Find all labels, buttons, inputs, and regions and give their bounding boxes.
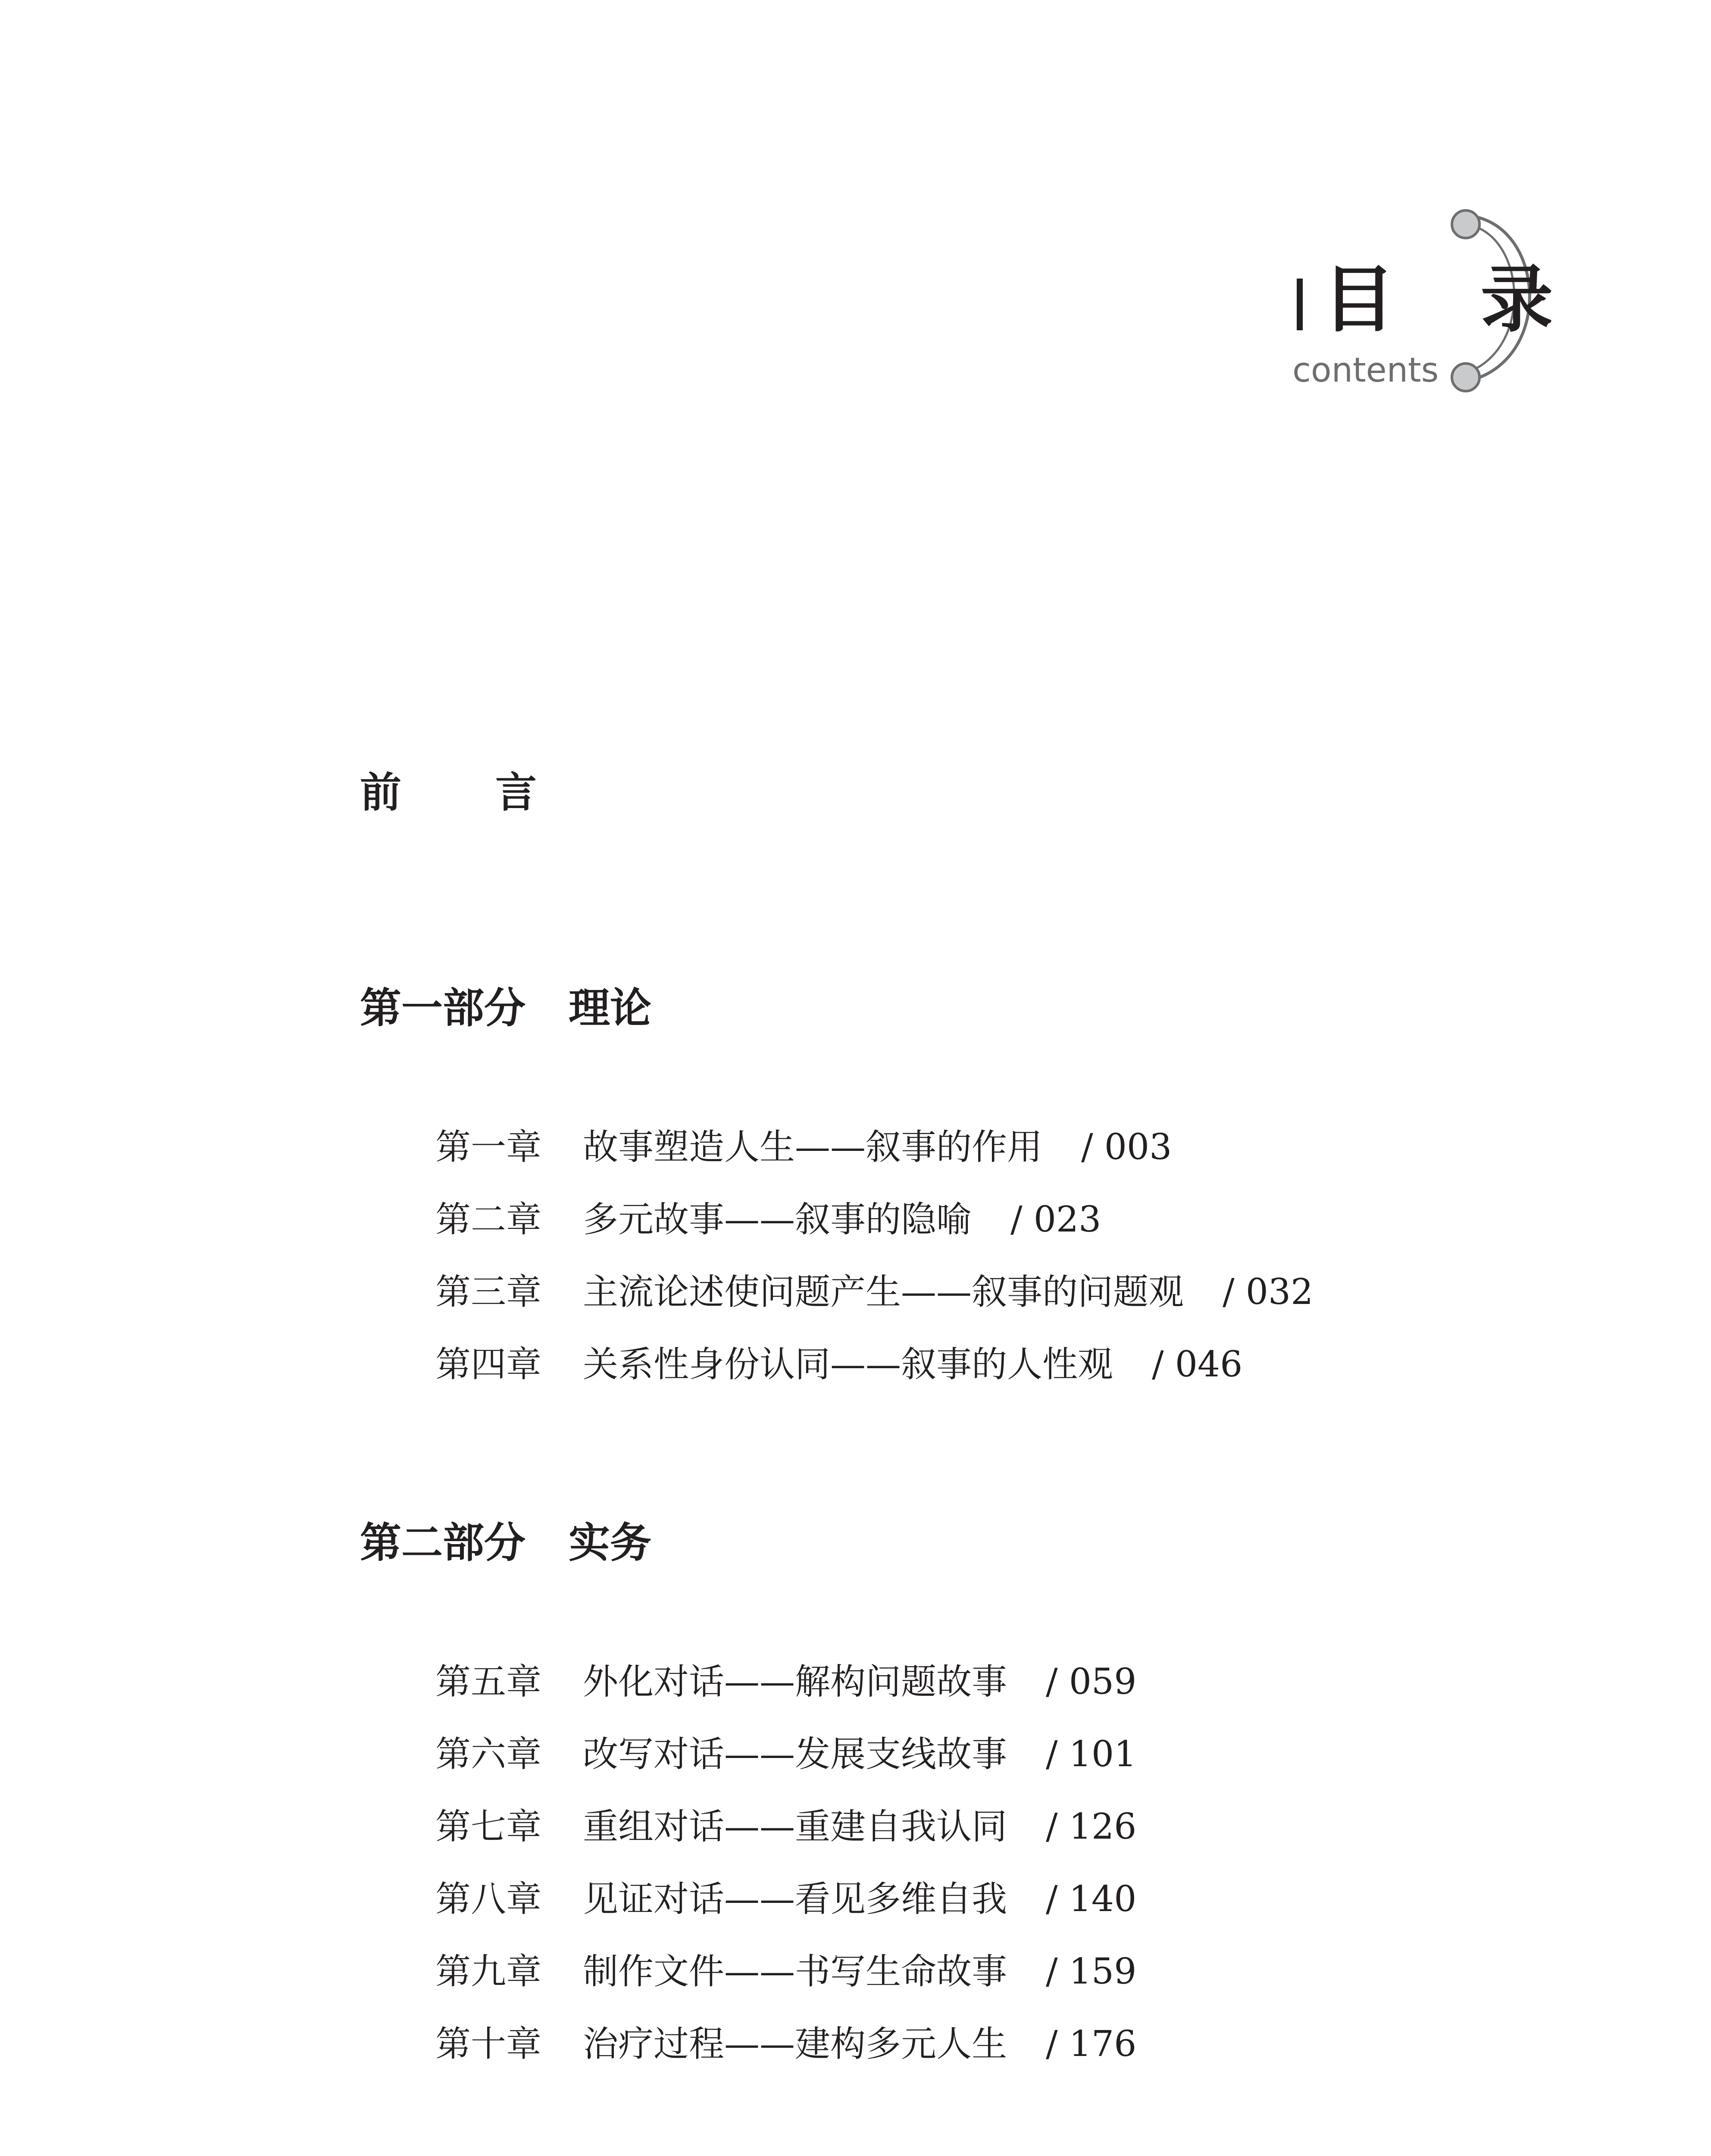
chapter-title: 多元故事——叙事的隐喻 (583, 1199, 972, 1240)
chapter-page: / 159 (1046, 1951, 1137, 1992)
chapter-number: 第二章 (435, 1199, 542, 1240)
toc-chapter-9[interactable] (435, 1951, 1137, 1992)
toc-chapter-5[interactable] (435, 1661, 1137, 1702)
chapter-title: 见证对话——看见多维自我 (583, 1879, 1007, 1920)
chapter-page: / 059 (1046, 1661, 1137, 1702)
toc-preface[interactable] (360, 768, 631, 817)
toc-chapter-2[interactable] (435, 1199, 1101, 1240)
page-subtitle: contents (1292, 351, 1439, 390)
chapter-page: / 003 (1081, 1127, 1172, 1168)
chapter-page: / 176 (1046, 2024, 1137, 2065)
chapter-title: 重组对话——重建自我认同 (583, 1806, 1007, 1847)
toc-chapter-10[interactable] (435, 2024, 1137, 2065)
toc-part-2[interactable] (360, 1518, 651, 1567)
chapter-title: 外化对话——解构问题故事 (583, 1661, 1007, 1702)
chapter-page: / 023 (1010, 1199, 1101, 1240)
chapter-page: / 032 (1223, 1272, 1314, 1313)
chapter-number: 第八章 (435, 1879, 542, 1920)
chapter-title: 主流论述使问题产生——叙事的问题观 (583, 1272, 1184, 1313)
chapter-number: 第九章 (435, 1951, 542, 1992)
chapter-number: 第十章 (435, 2024, 542, 2065)
chapter-title: 制作文件——书写生命故事 (583, 1951, 1007, 1992)
chapter-number: 第五章 (435, 1661, 542, 1702)
toc-chapter-4[interactable] (435, 1344, 1243, 1385)
part-1-number: 第一部分 (360, 984, 525, 1032)
chapter-number: 第七章 (435, 1806, 542, 1847)
toc-chapter-8[interactable] (435, 1879, 1137, 1920)
chapter-number: 第三章 (435, 1272, 542, 1313)
chapter-page: / 140 (1046, 1879, 1137, 1920)
page-title: 目 录 (1323, 257, 1583, 342)
chapter-page: / 101 (1046, 1734, 1137, 1775)
part-1-name: 理论 (569, 984, 651, 1032)
chapter-page: / 046 (1152, 1344, 1243, 1385)
part-2-name: 实务 (569, 1518, 651, 1567)
toc-chapter-1[interactable] (435, 1127, 1172, 1168)
chapter-page: / 126 (1046, 1806, 1137, 1847)
chapter-title: 治疗过程——建构多元人生 (583, 2024, 1007, 2065)
preface-label: 前言 (360, 768, 631, 817)
chapter-title: 关系性身份认同——叙事的人性观 (583, 1344, 1114, 1385)
toc-chapter-7[interactable] (435, 1806, 1137, 1847)
chapter-number: 第四章 (435, 1344, 542, 1385)
chapter-number: 第一章 (435, 1127, 542, 1168)
toc-chapter-6[interactable] (435, 1734, 1137, 1775)
toc-part-1[interactable] (360, 984, 651, 1032)
chapter-title: 改写对话——发展支线故事 (583, 1734, 1007, 1775)
part-2-number: 第二部分 (360, 1518, 525, 1567)
chapter-title: 故事塑造人生——叙事的作用 (583, 1127, 1043, 1168)
chapter-number: 第六章 (435, 1734, 542, 1775)
toc-chapter-3[interactable] (435, 1272, 1314, 1313)
